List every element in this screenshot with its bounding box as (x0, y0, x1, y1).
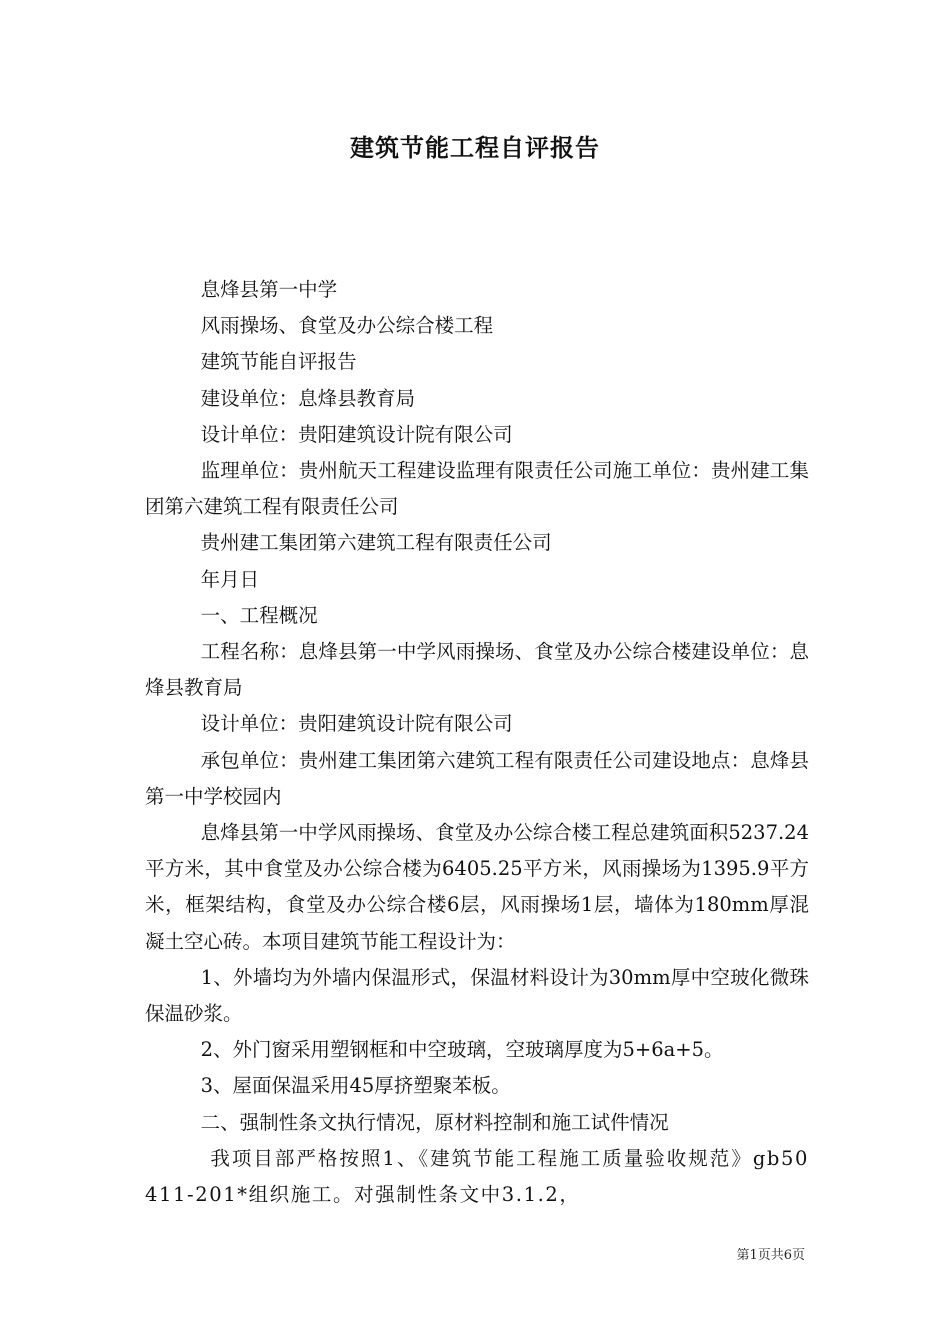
paragraph-report-name: 建筑节能自评报告 (200, 350, 357, 374)
paragraph-project: 风雨操场、食堂及办公综合楼工程 (200, 314, 494, 338)
paragraph-item-2: 2、外门窗采用塑钢框和中空玻璃，空玻璃厚度为5+6a+5。 (200, 1038, 724, 1062)
paragraph-supervision-unit: 监理单位：贵州航天工程建设监理有限责任公司施工单位：贵州建工集团第六建筑工程有限责任公司 (145, 459, 809, 519)
paragraph-item-1: 1、外墙均为外墙内保温形式，保温材料设计为30mm厚中空玻化微珠保温砂浆。 (145, 965, 809, 1026)
paragraph-date: 年月日 (200, 567, 260, 591)
page-number: 第1页共6页 (736, 1248, 805, 1263)
paragraph-building-area: 息烽县第一中学风雨操场、食堂及办公综合楼工程总建筑面积5237.24平方米，其中食堂及办公综合楼为6405.25平方米，风雨操场为1395.9平方米，框架结构，食堂及办公综合楼6层，风雨操场1层，墙体为180mm厚混凝土空心砖。本项目建筑节能工程设计为： (145, 821, 809, 953)
paragraph-contract-unit: 承包单位：贵州建工集团第六建筑工程有限责任公司建设地点：息烽县第一中学校园内 (145, 748, 809, 808)
document-body (145, 272, 809, 1213)
document-title: 建筑节能工程自评报告 (350, 133, 600, 162)
section-heading-mandatory: 二、强制性条文执行情况，原材料控制和施工试件情况 (200, 1110, 669, 1134)
paragraph-project-name: 工程名称：息烽县第一中学风雨操场、食堂及办公综合楼建设单位：息烽县教育局 (145, 640, 809, 700)
paragraph-compliance: 我项目部严格按照1、《建筑节能工程施工质量验收规范》gb50411-201*组织施工。对强制性条文中3.1.2， (145, 1146, 809, 1207)
section-heading-overview: 一、工程概况 (200, 603, 318, 627)
paragraph-design-unit: 设计单位：贵阳建筑设计院有限公司 (200, 422, 513, 446)
paragraph-item-3: 3、屋面保温采用45厚挤塑聚苯板。 (200, 1074, 511, 1098)
paragraph-construction-unit: 建设单位：息烽县教育局 (200, 386, 416, 410)
paragraph-school: 息烽县第一中学 (200, 278, 338, 301)
paragraph-contractor: 贵州建工集团第六建筑工程有限责任公司 (200, 531, 552, 555)
paragraph-design-unit-2: 设计单位：贵阳建筑设计院有限公司 (200, 712, 513, 736)
